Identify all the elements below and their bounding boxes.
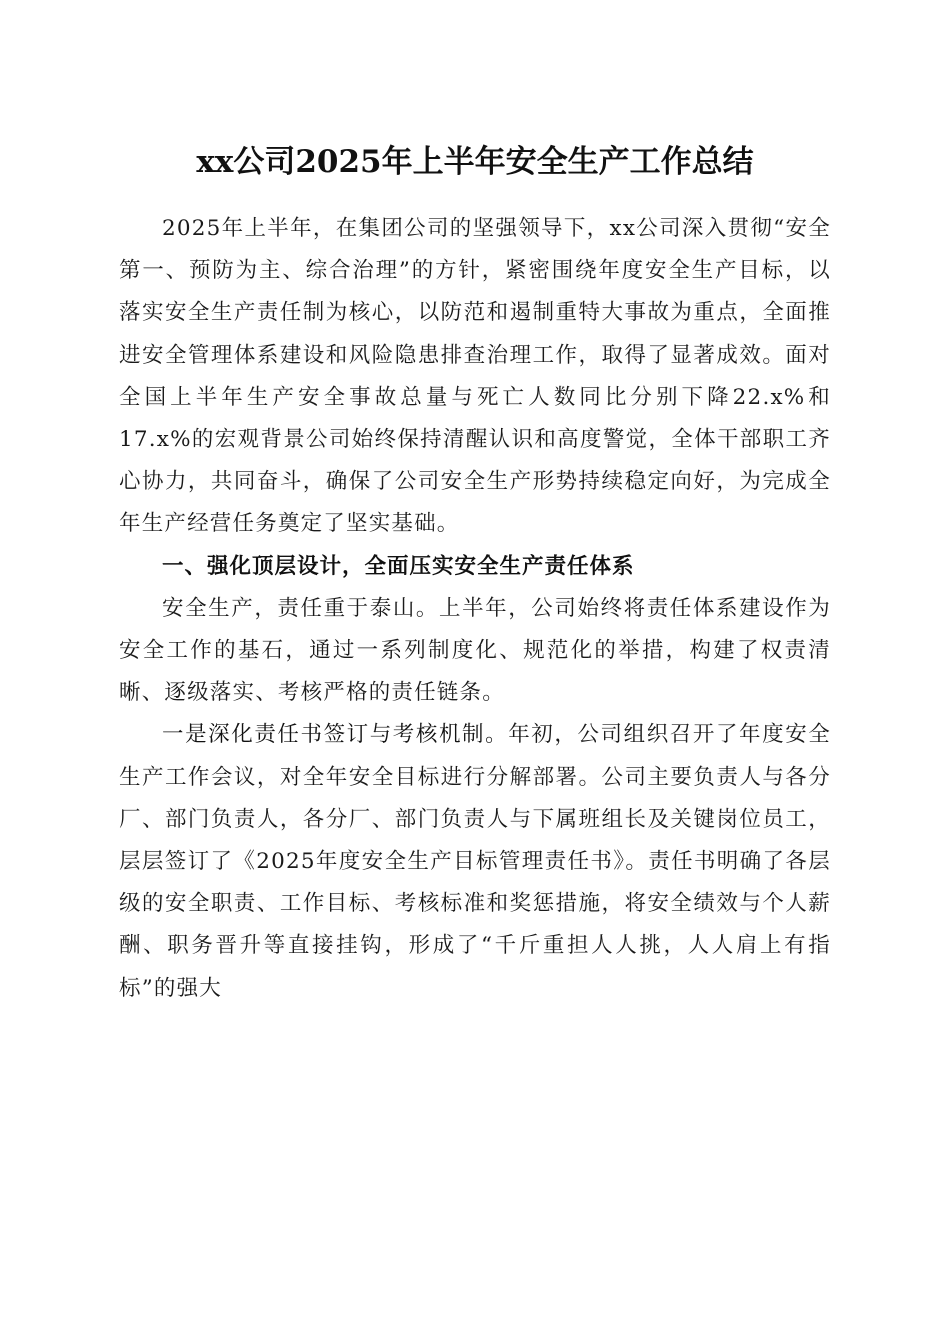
item-lead-text: 一是深化责任书签订与考核机制。 xyxy=(162,722,509,748)
item-paragraph xyxy=(119,714,831,1009)
intro-paragraph: 2025年上半年，在集团公司的坚强领导下，xx公司深入贯彻“安全第一、预防为主、综合治理”的方针，紧密围绕年度安全生产目标，以落实安全生产责任制为核心，以防范和遏制重特大事故为重点，全面推进安全管理体系建设和风险隐患排查治理工作，取得了显著成效。面对全国上半年生产安全事故总量与死亡人数同比分别下降22.x%和17.x%的宏观背景公司始终保持清醒认识和高度警觉，全体干部职工齐心协力，共同奋斗，确保了公司安全生产形势持续稳定向好，为完成全年生产经营任务奠定了坚实基础。 xyxy=(119,216,831,537)
document-body xyxy=(119,208,831,1010)
document-title: xx公司2025年上半年安全生产工作总结 xyxy=(196,144,754,180)
section-paragraph: 安全生产，责任重于泰山。上半年，公司始终将责任体系建设作为安全工作的基石，通过一系列制度化、规范化的举措，构建了权责清晰、逐级落实、考核严格的责任链条。 xyxy=(119,595,831,706)
section-heading: 一、强化顶层设计，全面压实安全生产责任体系 xyxy=(162,553,635,579)
item-body-text: 年初，公司组织召开了年度安全生产工作会议，对全年安全目标进行分解部署。公司主要负责人与各分厂、部门负责人，各分厂、部门负责人与下属班组长及关键岗位员工，层层签订了《2025年度安全生产目标管理责任书》。责任书明确了各层级的安全职责、工作目标、考核标准和奖惩措施，将安全绩效与个人薪酬、职务晋升等直接挂钩，形成了“千斤重担人人挑，人人肩上有指标”的强大 xyxy=(119,722,831,1001)
